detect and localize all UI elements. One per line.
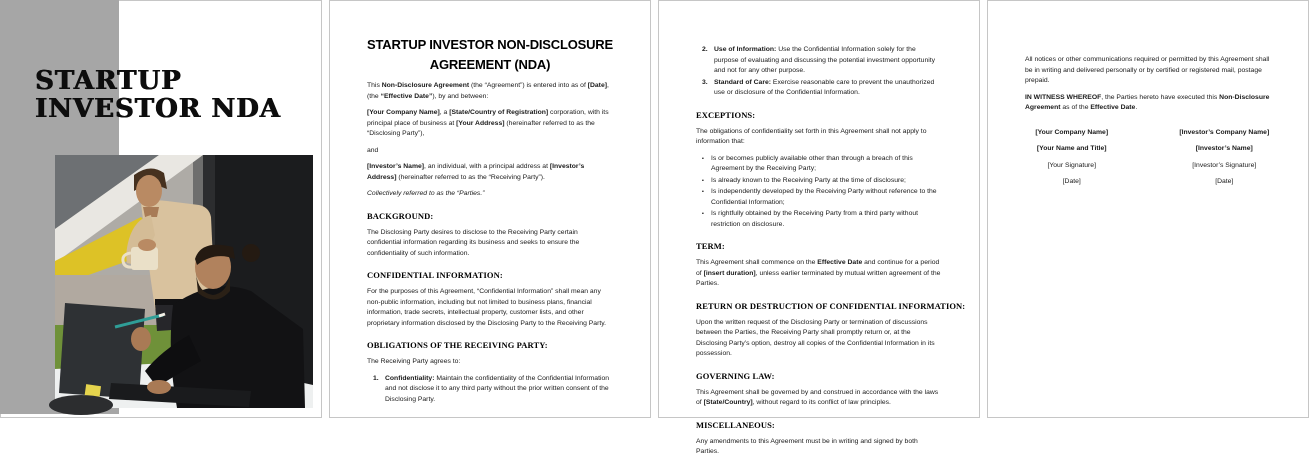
- list-item-3: [702, 78, 942, 99]
- list-item-2: [702, 45, 942, 77]
- signature-left-company: [Your Company Name]: [1035, 128, 1109, 136]
- signature-right-name: [Investor’s Name]: [1195, 145, 1253, 152]
- cover-photo-image: [55, 155, 313, 408]
- signature-row-name: [1025, 144, 1271, 155]
- heading-confidential-information: CONFIDENTIAL INFORMATION:: [367, 270, 503, 280]
- paragraph-return-destruction: Upon the written request of the Disclosing Party or termination of discussions between the Parties, the Receiving Party shall promptly return or, at the Disclosing Party’s option, destroy all copies of the Confidential Information in its possession.: [696, 318, 935, 357]
- bullet-icon: ▪: [702, 211, 704, 217]
- signature-right-date: [Date]: [1215, 178, 1234, 185]
- paragraph-intro: This Non-Disclosure Agreement (the “Agreement”) is entered into as of [Date], (the “Effective Date”), by and between:: [367, 82, 609, 100]
- heading-return-destruction: RETURN OR DESTRUCTION OF CONFIDENTIAL INFORMATION:: [696, 300, 966, 311]
- bullet-icon: ▪: [702, 189, 704, 195]
- paragraph-witness: IN WITNESS WHEREOF, the Parties hereto have executed this Non-Disclosure Agreement as of the Effective Date.: [1025, 93, 1270, 111]
- signature-right-signature: [Investor’s Signature]: [1192, 161, 1257, 169]
- list-item-1: [373, 374, 613, 406]
- document-title: STARTUP INVESTOR NON-DISCLOSURE AGREEMENT (NDA): [367, 37, 613, 72]
- heading-miscellaneous: MISCELLANEOUS:: [696, 419, 775, 430]
- signature-row-company: [1025, 128, 1271, 139]
- bullet-item-2: ▪ Is already known to the Receiving Party at the time of disclosure;: [702, 176, 942, 187]
- paragraph-agrees: The Receiving Party agrees to:: [367, 358, 461, 365]
- paragraph-company: [Your Company Name], a [State/Country of Registration] corporation, with its principal place of business at [Your Address] (hereinafter referred to as the “Disclosing Party”),: [367, 109, 609, 137]
- numbered-list: [696, 45, 942, 99]
- heading-exceptions: EXCEPTIONS:: [696, 109, 756, 120]
- bullet-icon: ▪: [702, 177, 704, 184]
- signature-block: [1025, 128, 1271, 188]
- page-3: [658, 0, 980, 455]
- list-number: 1.: [373, 374, 379, 382]
- paragraph-miscellaneous: Any amendments to this Agreement must be in writing and signed by both Parties.: [696, 437, 918, 455]
- page-4: [987, 0, 1309, 418]
- list-number: 2.: [702, 46, 708, 53]
- page-2: [329, 0, 651, 418]
- bullet-icon: ▪: [702, 155, 704, 162]
- paragraph-background: The Disclosing Party desires to disclose to the Receiving Party certain confidential information regarding its business and seeks to ensure the confidentiality of such information.: [367, 228, 580, 257]
- list-text: Standard of Care: Exercise reasonable care to prevent the unauthorized use or disclosure of the Confidential Information.: [714, 78, 935, 96]
- bullet-list: [696, 154, 942, 231]
- bullet-item-3: ▪ Is independently developed by the Receiving Party without reference to the Confidential Information;: [702, 187, 942, 208]
- signature-right-company: [Investor’s Company Name]: [1179, 128, 1270, 136]
- heading-obligations: OBLIGATIONS OF THE RECEIVING PARTY:: [367, 340, 548, 350]
- paragraph-collectively: Collectively referred to as the “Parties.”: [367, 190, 485, 197]
- cover-title: [35, 67, 285, 123]
- paragraph-confidential-information: For the purposes of this Agreement, “Confidential Information” shall mean any non-public information, including but not limited to business plans, financial information, trade secrets, intellectual property, customer lists, and other proprietary information disclosed by the Disclosing Party to the Receiving Party.: [367, 288, 607, 327]
- signature-left-signature: [Your Signature]: [1047, 161, 1096, 169]
- signature-row-signature: [1025, 161, 1271, 172]
- heading-governing-law: GOVERNING LAW:: [696, 370, 775, 381]
- cover-title-line-2: INVESTOR NDA: [35, 94, 281, 125]
- page-1-cover: [0, 0, 322, 418]
- paragraph-exceptions: The obligations of confidentiality set forth in this Agreement shall not apply to information that:: [696, 127, 927, 145]
- signature-left-date: [Date]: [1062, 178, 1081, 185]
- bullet-item-4: ▪ Is rightfully obtained by the Receiving Party from a third party without restriction on disclosure.: [702, 209, 942, 230]
- list-number: 3.: [702, 78, 708, 86]
- list-text: Use of Information: Use the Confidential Information solely for the purpose of evaluating and discussing the potential investment opportunity and not for any other purpose.: [714, 46, 936, 74]
- heading-term: TERM:: [696, 241, 725, 251]
- paragraph-term: This Agreement shall commence on the Effective Date and continue for a period of [insert duration], unless earlier terminated by mutual written agreement of the Parties.: [696, 259, 941, 287]
- paragraph-notices: All notices or other communications required or permitted by this Agreement shall be in writing and delivered personally or by certified or registered mail, postage prepaid.: [1025, 56, 1270, 84]
- heading-background: BACKGROUND:: [367, 210, 434, 221]
- paragraph-governing-law: This Agreement shall be governed by and construed in accordance with the laws of [State/Country], without regard to its conflict of law principles.: [696, 388, 939, 406]
- signature-left-name: [Your Name and Title]: [1036, 145, 1107, 152]
- cover-photo: [55, 155, 313, 408]
- paragraph-investor: [Investor’s Name], an individual, with a principal address at [Investor’s Address] (hereinafter referred to as the “Receiving Party”).: [367, 163, 585, 181]
- cover-title-line-1: STARTUP: [35, 66, 182, 96]
- numbered-list: [367, 374, 613, 406]
- signature-row-date: [1025, 177, 1271, 188]
- paragraph-and: and: [367, 146, 379, 154]
- bullet-item-1: ▪ Is or becomes publicly available other than through a breach of this Agreement by the Receiving Party;: [702, 154, 942, 175]
- list-text: Confidentiality: Maintain the confidentiality of the Confidential Information and not disclose it to any third party without the prior written consent of the Disclosing Party.: [385, 374, 610, 403]
